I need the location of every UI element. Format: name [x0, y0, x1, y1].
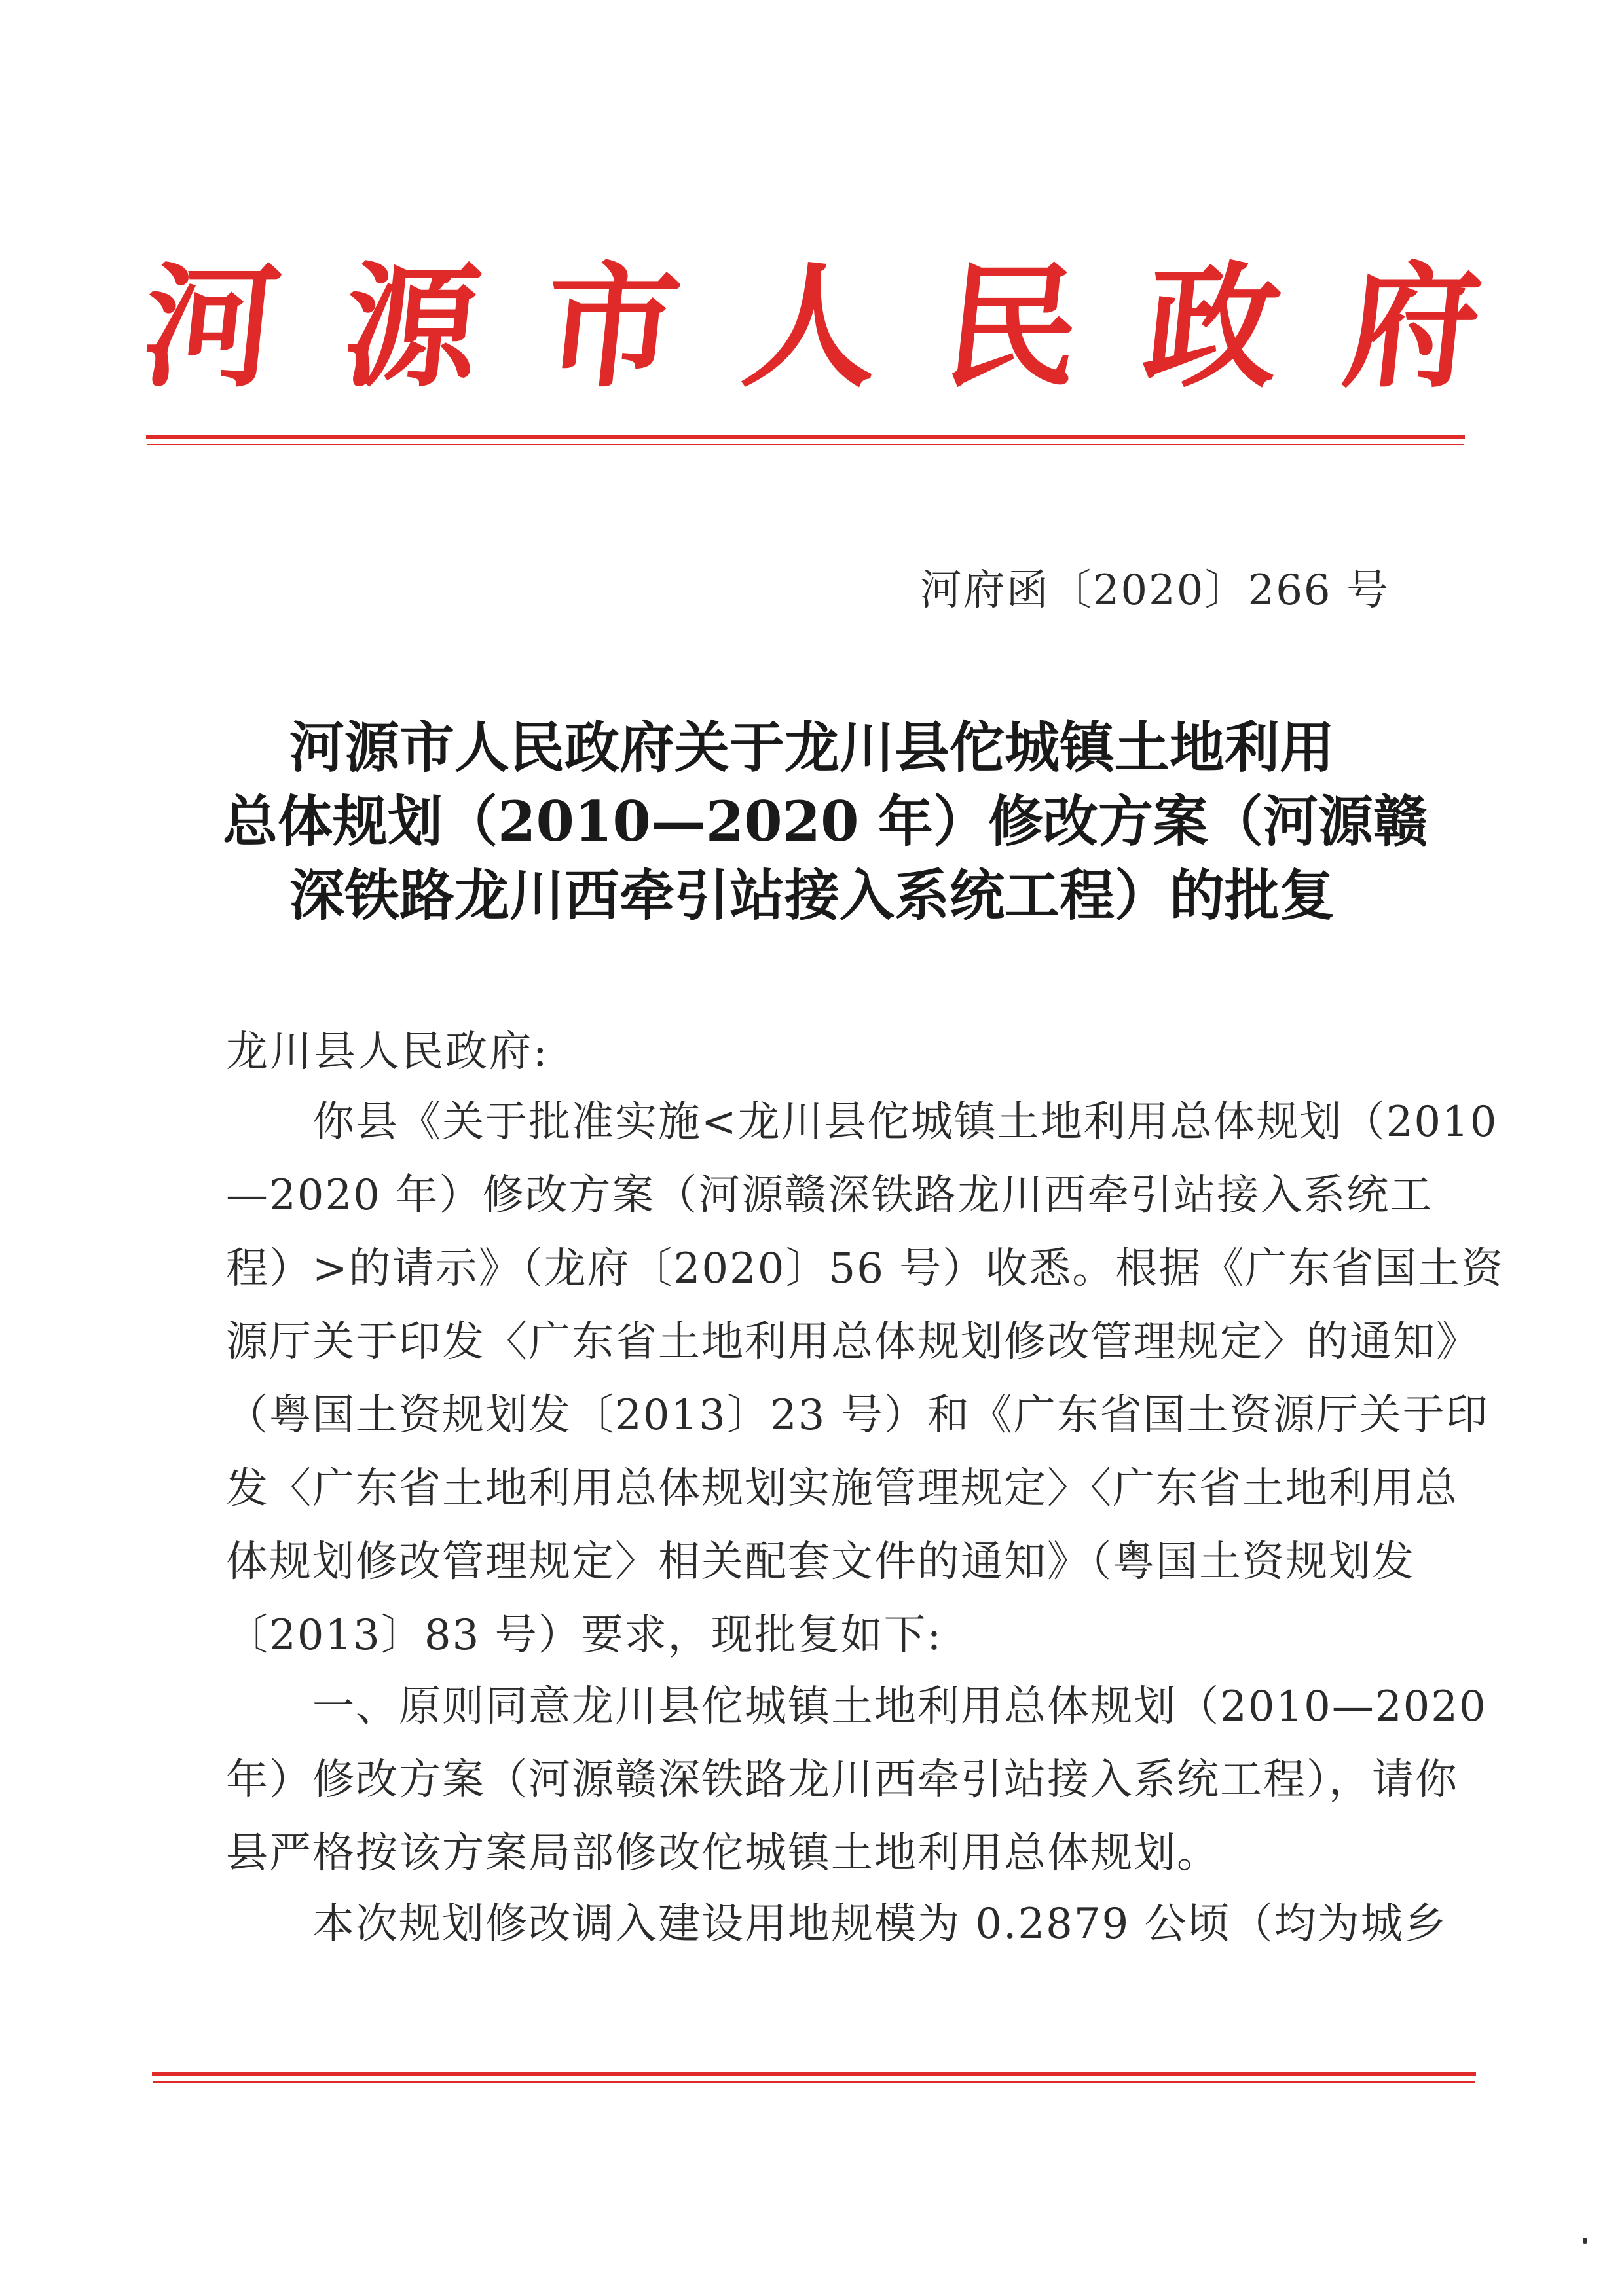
- text-line: （粤国土资规划发〔2013〕23 号）和《广东省国土资源厅关于印: [226, 1391, 1489, 1440]
- scan-speck: [1583, 2238, 1587, 2244]
- title-line: 总体规划（2010—2020 年）修改方案（河源赣: [223, 789, 1428, 854]
- masthead-char: 市: [536, 249, 688, 406]
- text-line: 年）修改方案（河源赣深铁路龙川西牵引站接入系统工程），请你: [226, 1756, 1458, 1804]
- text-line: 发〈广东省土地利用总体规划实施管理规定〉〈广东省土地利用总: [226, 1465, 1458, 1513]
- footer-red-rule: [152, 2072, 1476, 2076]
- masthead-char: 政: [1137, 249, 1288, 406]
- text-line: 你县《关于批准实施<龙川县佗城镇土地利用总体规划（2010: [226, 1098, 1498, 1146]
- masthead-char: 府: [1337, 249, 1488, 406]
- text-line: 〔2013〕83 号）要求，现批复如下:: [226, 1611, 943, 1660]
- paragraph-3: [226, 1887, 1447, 1961]
- masthead-char: 河: [136, 249, 287, 406]
- text-line: —2020 年）修改方案（河源赣深铁路龙川西牵引站接入系统工: [226, 1171, 1433, 1220]
- text-line: 本次规划修改调入建设用地规模为 0.2879 公顷（均为城乡: [226, 1900, 1447, 1948]
- text-line: 县严格按该方案局部修改佗城镇土地利用总体规划。: [226, 1829, 1220, 1878]
- title-line: 深铁路龙川西牵引站接入系统工程）的批复: [289, 863, 1335, 928]
- masthead-char: 源: [336, 249, 487, 406]
- document-number: 河府函〔2020〕266 号: [919, 566, 1390, 615]
- masthead-char: 人: [736, 249, 888, 406]
- text-line: 程）>的请示》（龙府〔2020〕56 号）收悉。根据《广东省国土资: [226, 1245, 1505, 1293]
- title-line: 河源市人民政府关于龙川县佗城镇土地利用: [289, 715, 1335, 780]
- text-line: 体规划修改管理规定〉相关配套文件的通知》（粤国土资规划发: [226, 1538, 1415, 1586]
- document-title: [223, 710, 1428, 932]
- paragraph-1: [226, 1085, 1505, 1672]
- masthead-title: [136, 249, 1488, 406]
- header-red-rule: [146, 435, 1465, 439]
- text-line: 源厅关于印发〈广东省土地利用总体规划修改管理规定〉的通知》: [226, 1318, 1479, 1366]
- text-line: 一、原则同意龙川县佗城镇土地利用总体规划（2010—2020: [226, 1683, 1487, 1731]
- salutation: 龙川县人民政府:: [226, 1028, 549, 1076]
- masthead-char: 民: [936, 249, 1088, 406]
- paragraph-2: [226, 1670, 1487, 1890]
